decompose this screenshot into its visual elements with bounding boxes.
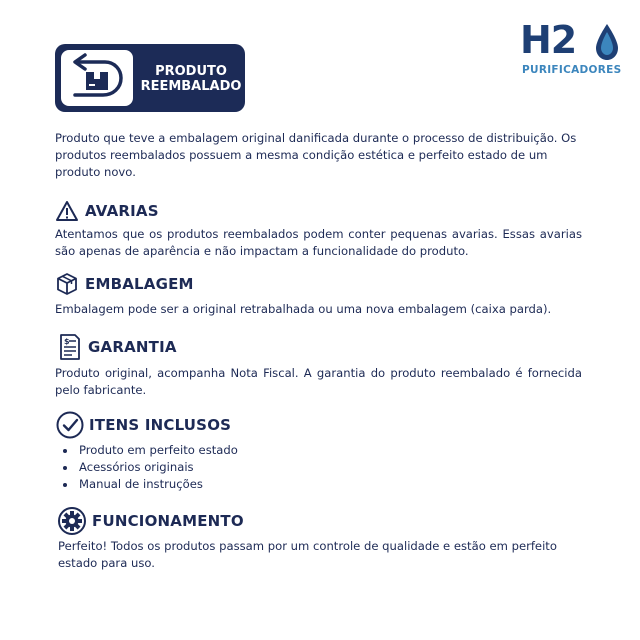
itens-title: ITENS INCLUSOS [89,416,232,434]
funcionamento-text: Perfeito! Todos os produtos passam por um controle de qualidade e estão em perfeito estado para uso. [58,539,557,570]
garantia-title: GARANTIA [88,338,177,356]
garantia-text: Produto original, acompanha Nota Fiscal. A garantia do produto reembalado é fornecida pelo fabricante. [55,366,582,397]
avarias-text: Atentamos que os produtos reembalados podem conter pequenas avarias. Essas avarias são apenas de aparência e não impactam a funcionalidade do produto. [55,227,582,258]
list-item-text: Acessórios originais [79,460,194,474]
check-circle-icon [55,410,85,440]
avarias-heading [55,200,159,222]
funcionamento-title: FUNCIONAMENTO [92,512,244,530]
gear-icon [57,506,87,536]
embalagem-title: EMBALAGEM [85,275,194,293]
svg-text:$: $ [64,337,70,346]
invoice-icon [57,333,83,361]
list-item [59,459,238,476]
list-item [59,476,238,493]
itens-heading [55,410,231,440]
logo-subtitle: PURIFICADORES [522,64,622,76]
embalagem-text: Embalagem pode ser a original retrabalhada ou uma nova embalagem (caixa parda). [55,302,552,316]
list-item [59,442,238,459]
garantia-heading [57,333,177,361]
bullet [63,449,67,453]
logo-wordmark: H2 [520,18,577,62]
package-icon [55,272,79,296]
funcionamento-heading [57,506,244,536]
badge-title [139,64,243,94]
reembalado-badge [55,44,245,112]
embalagem-heading [55,272,194,296]
intro-paragraph: Produto que teve a embalagem original danificada durante o processo de distribuição. Os produtos reembalados possuem a mesma condição estética e perfeito estado de um produto novo. [55,131,577,179]
water-drop-icon [594,22,620,62]
badge-line-2: REEMBALADO [140,79,242,94]
bullet [63,483,67,487]
warning-icon [55,200,79,222]
badge-icon-frame [61,50,133,106]
avarias-title: AVARIAS [85,202,159,220]
bullet [63,466,67,470]
badge-line-1: PRODUTO [155,64,227,79]
itens-list [59,442,238,493]
list-item-text: Manual de instruções [79,477,203,491]
brand-logo [518,18,622,78]
list-item-text: Produto em perfeito estado [79,443,238,457]
returned-box-icon [61,50,133,106]
